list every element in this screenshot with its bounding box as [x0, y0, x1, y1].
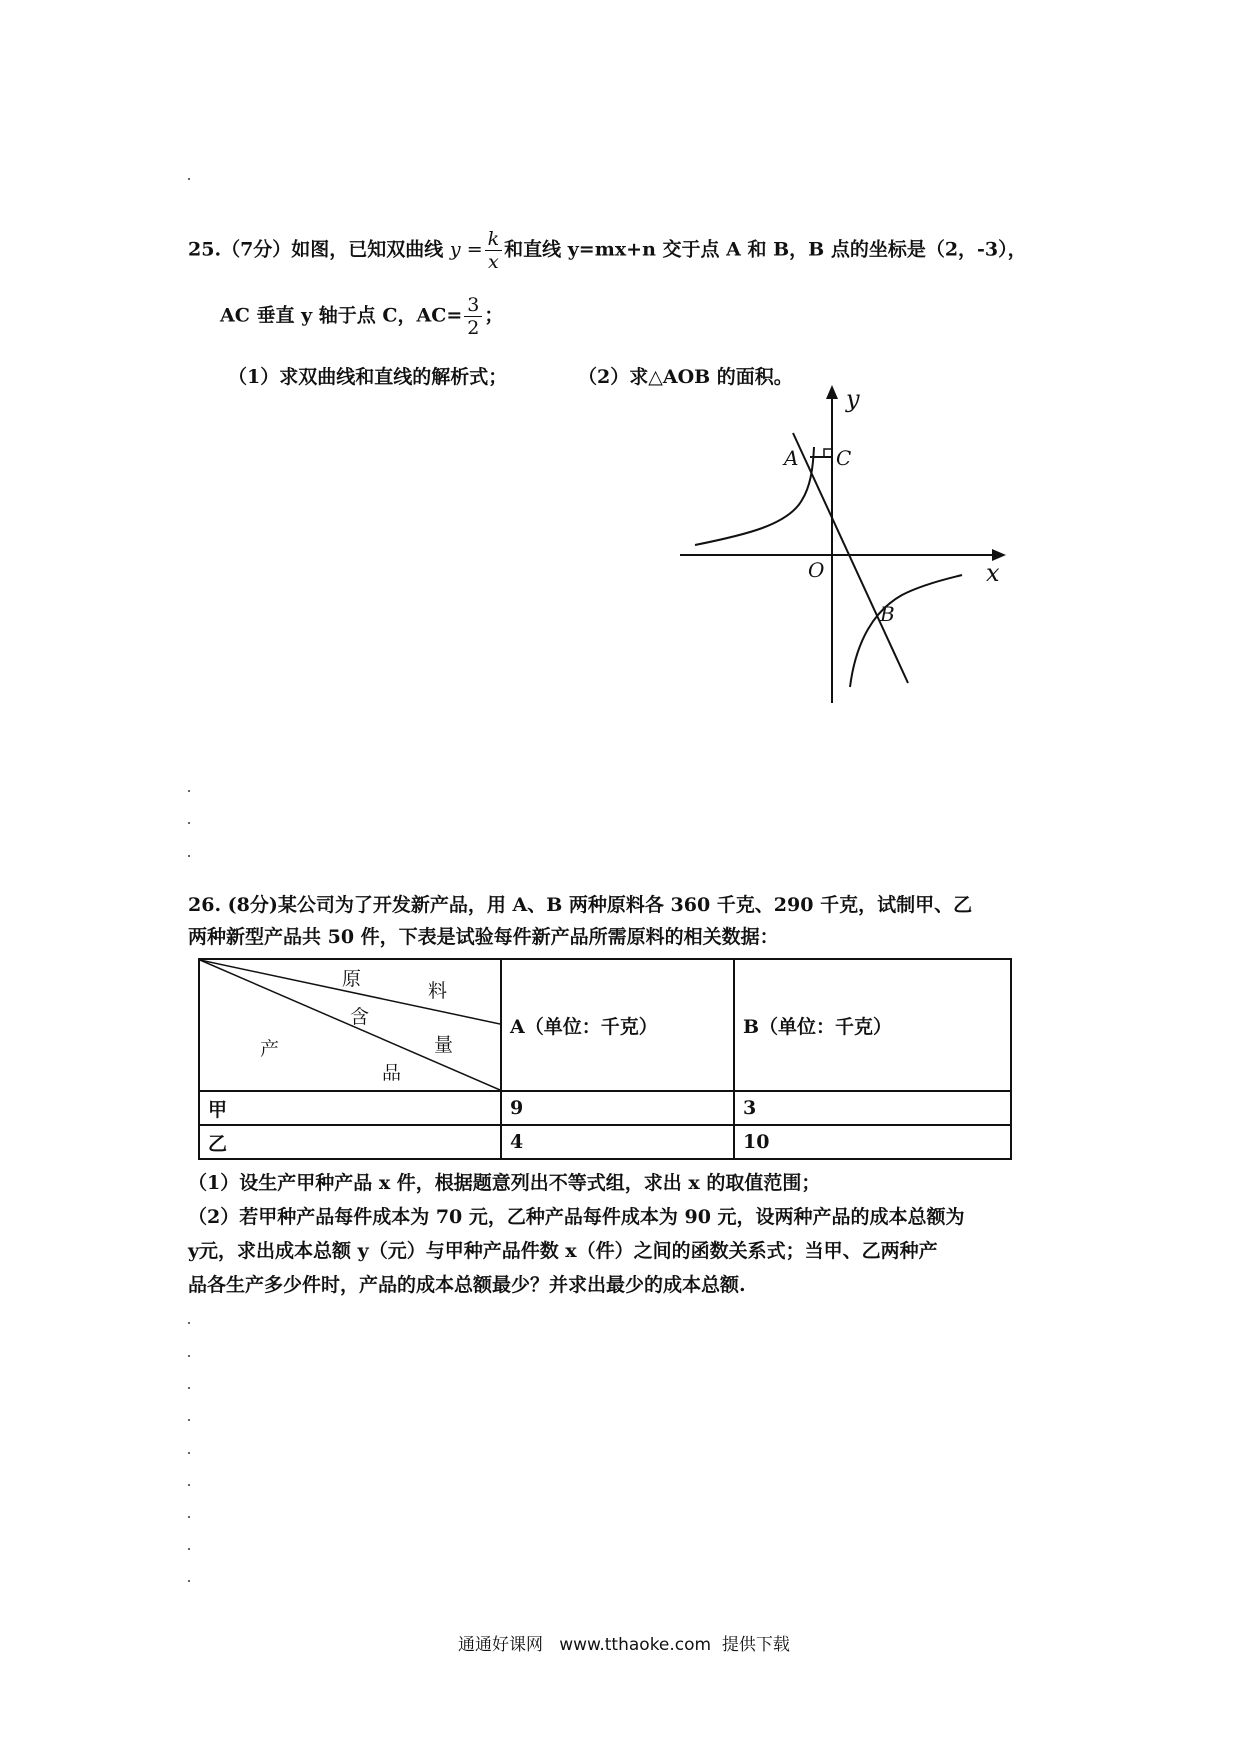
- point-c-label: C: [836, 446, 852, 470]
- diag-label-2: 料: [428, 980, 448, 1002]
- table-row: [199, 1091, 1011, 1125]
- fraction-k-over-x: [485, 228, 503, 273]
- q25-number: 25.: [188, 238, 222, 261]
- diag-label-6: 品: [382, 1062, 402, 1084]
- q25-sub2: （2）求△AOB 的面积。: [578, 366, 793, 388]
- b-value-cell: 10: [734, 1125, 1011, 1159]
- y-axis-arrow: [826, 385, 838, 399]
- fraction-numerator: k: [485, 228, 503, 251]
- q26-line2: 两种新型产品共 50 件，下表是试验每件新产品所需原料的相关数据：: [188, 926, 779, 948]
- q26-sub2-line3: 品各生产多少件时，产品的成本总额最少？并求出最少的成本总额.: [188, 1274, 746, 1296]
- q25-line1: [188, 228, 1027, 273]
- q25-line2-post: ；: [484, 304, 504, 327]
- scan-dot: [188, 1387, 190, 1389]
- q25-y-equals: y =: [449, 238, 483, 261]
- a-value-cell: 4: [501, 1125, 734, 1159]
- b-value-cell: 3: [734, 1091, 1011, 1125]
- col-header-b: B（单位：千克）: [734, 959, 1011, 1091]
- product-cell: 乙: [199, 1125, 501, 1159]
- fraction-denominator: 2: [467, 317, 480, 339]
- scan-dot: [188, 1419, 190, 1421]
- scan-dot: [188, 1580, 190, 1582]
- scan-dot: [188, 1548, 190, 1550]
- right-angle-mark: [824, 449, 832, 457]
- diag-label-3: 含: [350, 1006, 370, 1028]
- q25-line1-pre: （7分）如图，已知双曲线: [221, 238, 444, 261]
- materials-table: [198, 958, 1012, 1160]
- table-row: [199, 1125, 1011, 1159]
- diag-label-1: 原: [342, 968, 362, 990]
- product-cell: 甲: [199, 1091, 501, 1125]
- q26-sub1: （1）设生产甲种产品 x 件，根据题意列出不等式组，求出 x 的取值范围；: [188, 1172, 821, 1194]
- q26-sub2-line1: （2）若甲种产品每件成本为 70 元，乙种产品每件成本为 90 元，设两种产品的成本总额为: [188, 1206, 965, 1228]
- fraction-numerator: 3: [464, 294, 482, 317]
- q25-figure: [670, 385, 1030, 715]
- a-value-cell: 9: [501, 1091, 734, 1125]
- fraction-denominator: x: [488, 251, 499, 273]
- scan-dot: [188, 1516, 190, 1518]
- y-axis-label: y: [846, 385, 860, 413]
- q25-line2: [220, 294, 503, 339]
- q25-sub1: （1）求双曲线和直线的解析式；: [228, 366, 508, 388]
- point-b-label: B: [880, 602, 895, 626]
- scan-dot: [188, 855, 190, 857]
- q25-line1-post: 和直线 y=mx+n 交于点 A 和 B，B 点的坐标是（2，-3），: [504, 238, 1027, 261]
- scan-dot: [188, 178, 190, 180]
- diagonal-header-cell: [199, 959, 501, 1091]
- scan-dot: [188, 1452, 190, 1454]
- x-axis-label: x: [986, 559, 1000, 587]
- col-header-a: A（单位：千克）: [501, 959, 734, 1091]
- scan-dot: [188, 822, 190, 824]
- origin-label: O: [808, 558, 825, 582]
- table-header-row: [199, 959, 1011, 1091]
- fraction-ac: [464, 294, 482, 339]
- page-footer: 通通好课网 www.tthaoke.com 提供下载: [458, 1635, 790, 1655]
- q26-sub2-line2: y元，求出成本总额 y（元）与甲种产品件数 x（件）之间的函数关系式；当甲、乙两种产: [188, 1240, 938, 1262]
- scan-dot: [188, 1355, 190, 1357]
- scan-dot: [188, 790, 190, 792]
- scan-dot: [188, 1322, 190, 1324]
- q25-line2-pre: AC 垂直 y 轴于点 C，AC=: [220, 304, 463, 327]
- diag-label-5: 产: [260, 1038, 280, 1060]
- q26-line1: 26. (8分)某公司为了开发新产品，用 A、B 两种原料各 360 千克、290 千克，试制甲、乙: [188, 894, 973, 916]
- diag-label-4: 量: [434, 1034, 454, 1056]
- point-a-label: A: [784, 446, 799, 470]
- scan-dot: [188, 1484, 190, 1486]
